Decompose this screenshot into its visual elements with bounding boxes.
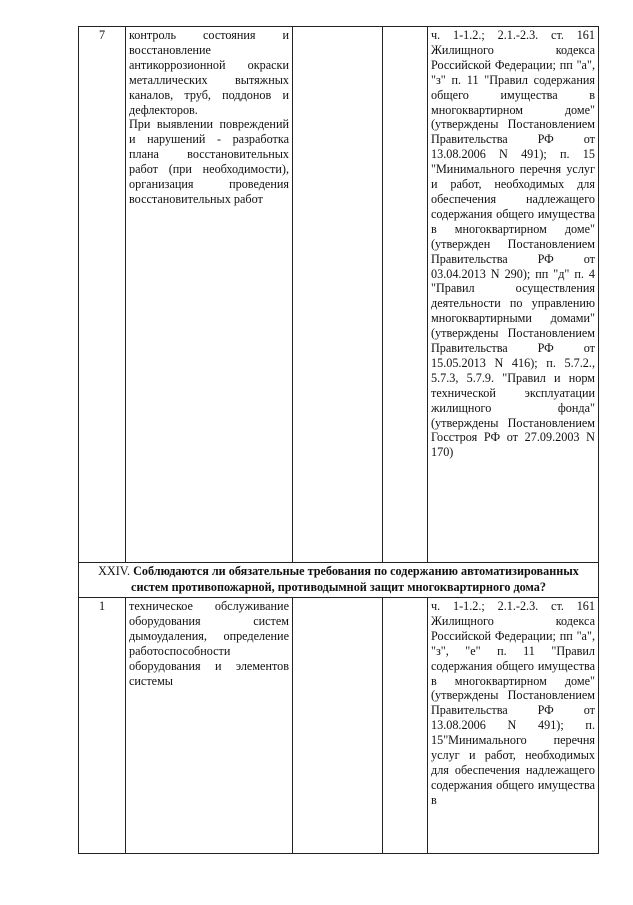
empty-cell bbox=[383, 27, 428, 563]
description-paragraph: техническое обслуживание оборудования систем дымоудаления, определение работоспособности оборудования и элементов системы bbox=[129, 599, 289, 688]
row-number: 7 bbox=[79, 27, 126, 563]
empty-cell bbox=[383, 598, 428, 854]
section-row bbox=[79, 563, 599, 598]
empty-cell bbox=[293, 598, 383, 854]
table-row bbox=[79, 598, 599, 854]
section-heading bbox=[79, 563, 599, 598]
row-number: 1 bbox=[79, 598, 126, 854]
section-number: XXIV. bbox=[98, 564, 131, 578]
description-paragraph: контроль состояния и восстановление антикоррозионной окраски металлических вытяжных каналов, труб, поддонов и дефлекторов. bbox=[129, 28, 289, 117]
legal-references: ч. 1-1.2.; 2.1.-2.3. ст. 161 Жилищного кодекса Российской Федерации; пп "а", "з" п. 11 "Правил содержания общего имущества в многоквартирном доме" (утверждены Постановлением Правительства РФ от 13.08.2006 N 491); п. 15 "Минимального перечня услуг и работ, необходимых для обеспечения надлежащего содержания общего имущества в многоквартирном доме" (утвержден Постановлением Правительства РФ от 03.04.2013 N 290); пп "д" п. 4 "Правил осуществления деятельности по управлению многоквартирными домами" (утверждены Постановлением Правительства РФ от 15.05.2013 N 416); п. 5.7.2., 5.7.3, 5.7.9. "Правил и норм технической эксплуатации жилищного фонда" (утверждены Постановлением Госстроя РФ от 27.09.2003 N 170) bbox=[428, 27, 599, 563]
legal-references: ч. 1-1.2.; 2.1.-2.3. ст. 161 Жилищного кодекса Российской Федерации; пп "а", "з", "е" п. 11 "Правил содержания общего имущества в многоквартирном доме" (утверждены Постановлением Правительства РФ от 13.08.2006 N 491); п. 15"Минимального перечня услуг и работ, необходимых для обеспечения надлежащего содержания общего имущества в bbox=[428, 598, 599, 854]
empty-cell bbox=[293, 27, 383, 563]
requirements-table bbox=[78, 26, 599, 854]
table-row bbox=[79, 27, 599, 563]
requirement-description bbox=[126, 598, 293, 854]
section-title: Соблюдаются ли обязательные требования по содержанию автоматизированных систем противопожарной, противодымной защит многоквартирного дома? bbox=[131, 564, 579, 594]
description-paragraph: При выявлении повреждений и нарушений - разработка плана восстановительных работ (при необходимости), организация проведения восстановительных работ bbox=[129, 117, 289, 206]
requirement-description bbox=[126, 27, 293, 563]
